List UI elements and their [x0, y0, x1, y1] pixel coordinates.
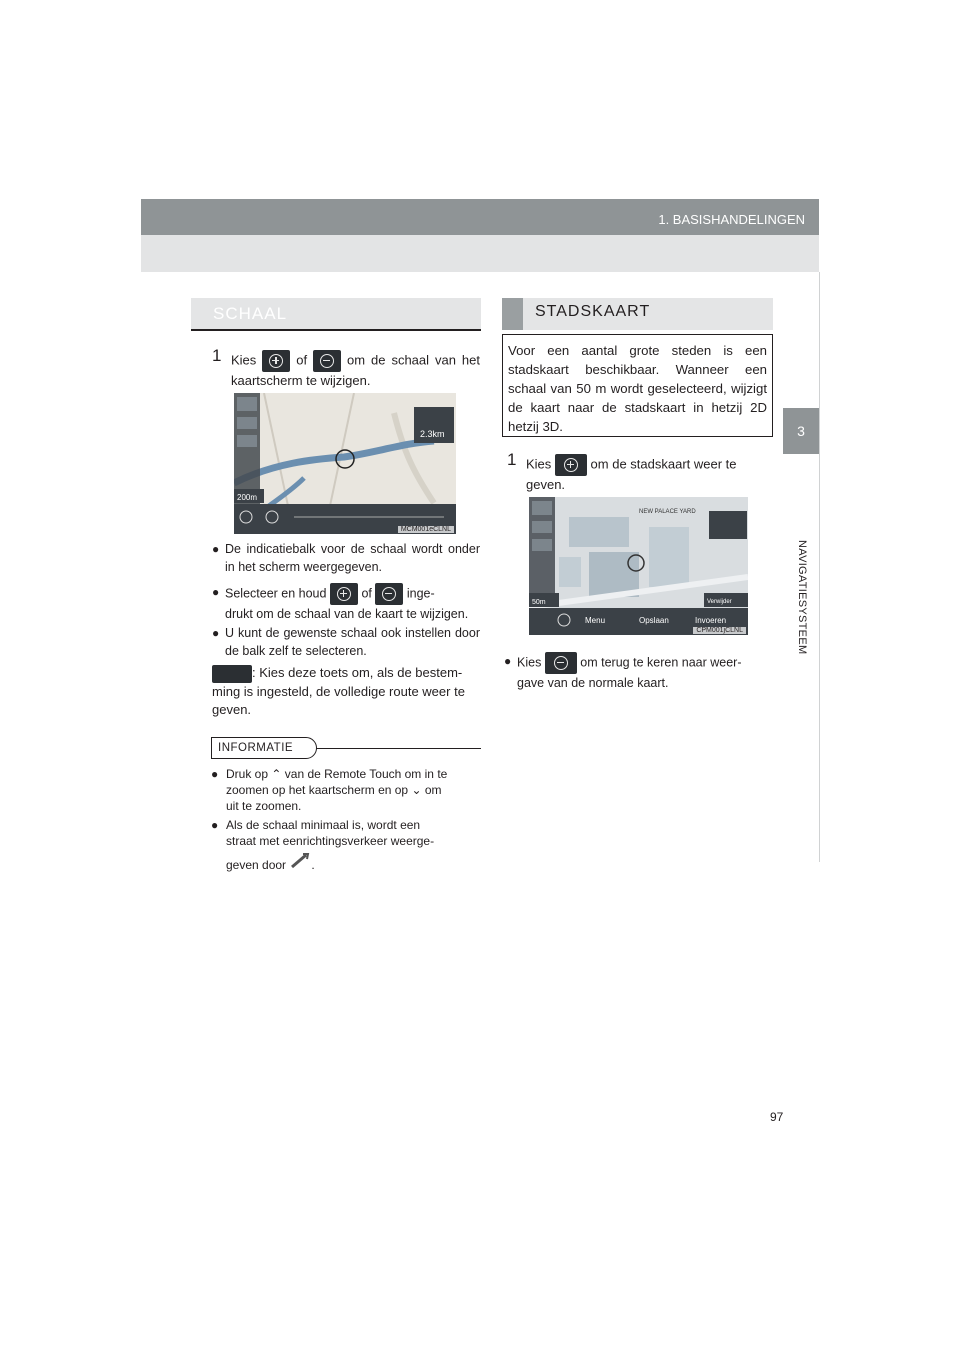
header-subband [141, 235, 819, 272]
chevron-down-icon: ⌄ [411, 783, 422, 797]
chapter-label: NAVIGATIESYSTEEM [796, 540, 808, 655]
section-title: SCHAAL [213, 304, 288, 323]
stadskaart-callout: Voor een aantal grote steden is een stadskaart beschikbaar. Wanneer een schaal van 50 m wordt geselecteerd, wijzigt de kaart naar de stadskaart in hetzij 2D hetzij 3D. [502, 334, 773, 437]
route-text-c: geven. [212, 701, 252, 717]
one-way-street-icon [289, 851, 311, 871]
info-text-d: . [311, 858, 315, 872]
info-text-e: uit te zoomen. [226, 799, 302, 813]
bullet-text-post: om terug te keren naar weer- [580, 655, 742, 670]
info-item-one-way [211, 817, 475, 873]
scale-readout: 50m [532, 599, 546, 606]
bullet-dot: ● [212, 585, 220, 599]
info-text-b: van de Remote Touch om in te [284, 767, 448, 781]
step-text-post: om de schaal van het kaartscherm te wijzigen. [231, 352, 480, 388]
map-drawing [234, 393, 456, 534]
info-text-c: geven door [226, 858, 287, 872]
citymap-screenshot [529, 497, 748, 635]
bullet-text: De indicatiebalk voor de schaal wordt onder in het scherm weergegeven. [225, 542, 480, 574]
bullet-text: U kunt de gewenste schaal ook instellen door de balk zelf te selecteren. [225, 626, 480, 658]
bullet-text-pre: Selecteer en houd [225, 586, 327, 601]
info-text-c: zoomen op het kaartscherm en op [226, 783, 409, 797]
zoom-out-icon [313, 350, 341, 372]
chapter-tab: 3 [783, 408, 819, 454]
enter-label: Invoeren [695, 616, 727, 625]
screenshot-caption: CPM001jCLNL [693, 627, 746, 634]
info-dot: ● [211, 818, 219, 832]
section-header-schaal [191, 298, 481, 330]
header-band [141, 199, 819, 235]
information-box [211, 737, 481, 917]
side-divider [819, 272, 820, 862]
distance-readout: 2.3km [420, 429, 445, 439]
bullet-text-post: inge- [406, 586, 435, 601]
bullet-text-pre: Kies [517, 655, 542, 670]
zoom-out-icon [375, 583, 403, 605]
citymap-drawing [529, 497, 748, 635]
step-text-post-2: geven. [526, 477, 566, 492]
info-text-d: om [424, 783, 442, 797]
zoom-out-icon [545, 652, 577, 674]
bullet-dot: ● [504, 654, 512, 668]
bullet-indicator-bar [212, 540, 480, 576]
step-text-mid: of [296, 352, 308, 368]
bullet-text-post-2: gave van de normale kaart. [517, 676, 669, 690]
whole-route-icon [212, 665, 252, 683]
header-title: 1. BASISHANDELINGEN [658, 212, 805, 227]
menu-label: Menu [585, 616, 606, 625]
info-text-a: Als de schaal minimaal is, wordt een [226, 818, 421, 832]
section-header-stadskaart [502, 298, 773, 330]
page-number: 97 [770, 1110, 784, 1124]
map-screenshot-scale [234, 393, 456, 534]
bullet-select-bar [212, 624, 480, 660]
info-text-b: straat met eenrichtingsverkeer weerge- [226, 834, 435, 848]
route-text-a: : Kies deze toets om, als de bestem- [252, 665, 463, 680]
info-label: INFORMATIE [211, 737, 317, 759]
bullet-text-mid: of [361, 586, 372, 601]
info-dot: ● [211, 767, 219, 781]
bullet-hold [212, 583, 480, 623]
remove-label: Verwijder [707, 599, 732, 605]
bullet-dot: ● [212, 626, 220, 640]
zoom-in-icon [330, 583, 358, 605]
screenshot-caption: MCM001eCLNL [398, 526, 454, 533]
bullet-dot: ● [212, 542, 220, 556]
scale-readout: 200m [237, 493, 258, 502]
bullet-return-normal [504, 652, 773, 692]
route-text-b: ming is ingesteld, de volledige route weer te [212, 683, 465, 699]
section-title: STADSKAART [535, 303, 651, 320]
step-1-citymap [507, 450, 773, 494]
section-rule [191, 329, 481, 331]
place-label: NEW PALACE YARD [639, 509, 696, 515]
chevron-up-icon: ⌃ [271, 767, 282, 781]
step-number: 1 [212, 346, 222, 365]
info-item-remote-touch [211, 766, 475, 814]
step-number: 1 [507, 450, 517, 469]
info-text-a: Druk op [226, 767, 269, 781]
save-label: Opslaan [639, 616, 669, 625]
step-text-post: om de stadskaart weer te [590, 456, 737, 472]
step-1-scale [212, 346, 480, 390]
section-marker [502, 298, 523, 330]
step-text-pre: Kies [231, 352, 257, 368]
route-paragraph [212, 664, 482, 719]
bullet-text-post-2: drukt om de schaal van de kaart te wijzigen. [225, 607, 469, 621]
zoom-in-icon [262, 350, 290, 372]
step-text-pre: Kies [526, 456, 552, 472]
zoom-in-icon [555, 454, 587, 476]
